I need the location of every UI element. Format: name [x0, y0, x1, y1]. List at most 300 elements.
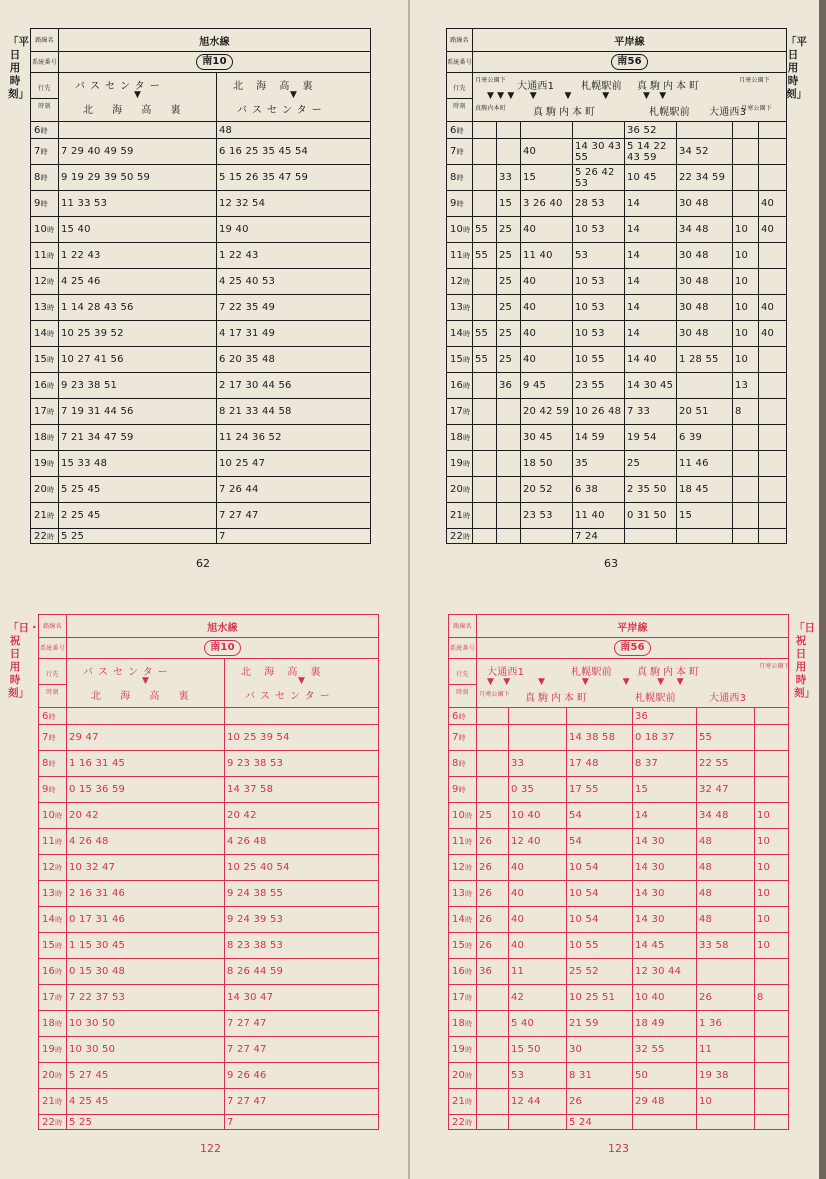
hour-cell: 21時 [447, 503, 473, 529]
table-row [447, 399, 787, 425]
minutes-cell: 1 36 [697, 1011, 755, 1037]
minutes-cell: 25 52 [567, 959, 633, 985]
hour-value: 22 [452, 1116, 466, 1128]
hour-cell: 8時 [31, 165, 59, 191]
hour-value: 20 [34, 484, 48, 495]
minutes-cell [497, 139, 521, 165]
direction-2-destination: バスセンター [245, 691, 335, 702]
direction-1-origin: バスセンター [83, 667, 173, 678]
hour-cell: 20時 [449, 1063, 477, 1089]
table-row [39, 1063, 379, 1089]
hour-cell: 12時 [449, 855, 477, 881]
minutes-cell [497, 425, 521, 451]
minutes-cell: 14 30 [633, 907, 697, 933]
minutes-cell: 20 42 [67, 803, 225, 829]
minutes-cell: 10 27 41 56 [59, 347, 217, 373]
table-row [31, 425, 371, 451]
hour-cell: 10時 [449, 803, 477, 829]
minutes-cell: 33 [497, 165, 521, 191]
hour-value: 20 [450, 484, 464, 495]
minutes-cell: 20 51 [677, 399, 733, 425]
minutes-cell: 7 27 47 [225, 1011, 379, 1037]
minutes-cell [225, 708, 379, 725]
table-row [31, 503, 371, 529]
table-row [449, 1037, 789, 1063]
minutes-cell: 9 19 29 39 50 59 [59, 165, 217, 191]
hour-cell: 11時 [31, 243, 59, 269]
hour-value: 22 [42, 1116, 56, 1128]
table-row [449, 855, 789, 881]
hour-value: 9 [450, 198, 457, 209]
route-name: 平岸線 [473, 29, 787, 52]
hour-cell: 15時 [39, 933, 67, 959]
table-row [449, 803, 789, 829]
hour-cell: 12時 [447, 269, 473, 295]
minutes-cell: 40 [521, 217, 573, 243]
timetable-hiragishi-holiday [448, 614, 789, 1130]
minutes-cell: 10 53 [573, 217, 625, 243]
minutes-cell: 2 25 45 [59, 503, 217, 529]
arrow-down-icon: ▼ ▼ ▼ ▼ ▼ ▼ ▼ [487, 677, 684, 687]
table-row [447, 295, 787, 321]
stop-top-3: 札幌駅前 [581, 81, 622, 92]
arrow-down-icon: ▼ [297, 676, 306, 686]
minutes-cell: 5 26 42 53 [573, 165, 625, 191]
hour-value: 16 [452, 966, 466, 977]
hour-value: 21 [452, 1096, 466, 1107]
minutes-cell: 40 [521, 269, 573, 295]
minutes-cell: 48 [217, 122, 371, 139]
minutes-cell: 8 31 [567, 1063, 633, 1089]
weekday-side-label: 「平日用時刻」 [8, 36, 29, 100]
hour-value: 7 [450, 146, 457, 157]
table-row [449, 933, 789, 959]
minutes-cell: 10 54 [567, 881, 633, 907]
hour-value: 8 [452, 758, 459, 769]
minutes-cell [755, 959, 789, 985]
hour-cell: 14時 [449, 907, 477, 933]
direction-2-origin: 北 海 高 裏 [241, 667, 326, 678]
minutes-cell: 55 [473, 321, 497, 347]
minutes-cell: 29 47 [67, 725, 225, 751]
minutes-cell: 0 17 31 46 [67, 907, 225, 933]
direction-2-header [227, 659, 376, 705]
stop-bottom-2: 真駒内本町 [525, 693, 590, 704]
minutes-cell: 25 [625, 451, 677, 477]
stops-header [473, 73, 786, 119]
minutes-cell: 1 15 30 45 [67, 933, 225, 959]
minutes-cell [567, 708, 633, 725]
minutes-cell [477, 725, 509, 751]
minutes-cell: 50 [633, 1063, 697, 1089]
route-label: 路線名 [31, 29, 59, 52]
minutes-cell [755, 777, 789, 803]
minutes-cell: 15 33 48 [59, 451, 217, 477]
minutes-cell: 7 19 31 44 56 [59, 399, 217, 425]
minutes-cell: 8 [733, 399, 759, 425]
minutes-cell [733, 503, 759, 529]
minutes-cell [733, 425, 759, 451]
stop-bottom-4: 大通西3 [709, 107, 747, 118]
minutes-cell [677, 122, 733, 139]
minutes-cell [733, 191, 759, 217]
minutes-cell: 14 [625, 269, 677, 295]
minutes-cell [677, 373, 733, 399]
minutes-cell: 40 [759, 217, 787, 243]
minutes-cell [573, 122, 625, 139]
minutes-cell: 26 [477, 907, 509, 933]
stop-bottom-1: 真駒内本町 [475, 105, 507, 112]
minutes-cell: 30 48 [677, 243, 733, 269]
table-row [449, 881, 789, 907]
minutes-cell [759, 477, 787, 503]
minutes-cell: 10 53 [573, 269, 625, 295]
table-row [449, 708, 789, 725]
hour-value: 13 [34, 302, 48, 313]
minutes-cell: 36 52 [625, 122, 677, 139]
minutes-cell: 23 53 [521, 503, 573, 529]
minutes-cell: 7 21 34 47 59 [59, 425, 217, 451]
minutes-cell: 26 [477, 855, 509, 881]
minutes-cell [733, 122, 759, 139]
stop-bottom-3: 札幌駅前 [649, 107, 690, 118]
table-row [39, 829, 379, 855]
hour-value: 15 [34, 354, 48, 365]
hour-cell: 15時 [449, 933, 477, 959]
minutes-cell: 10 [733, 269, 759, 295]
hour-cell: 18時 [447, 425, 473, 451]
direction-2-header [219, 73, 368, 119]
direction-2-origin: 北 海 高 裏 [233, 81, 318, 92]
minutes-cell: 10 32 47 [67, 855, 225, 881]
minutes-cell: 34 52 [677, 139, 733, 165]
minutes-cell [477, 777, 509, 803]
hour-cell: 21時 [449, 1089, 477, 1115]
minutes-cell [477, 1089, 509, 1115]
minutes-cell [733, 139, 759, 165]
hour-cell: 17時 [31, 399, 59, 425]
minutes-cell: 5 27 45 [67, 1063, 225, 1089]
table-row [447, 122, 787, 139]
hour-cell: 6時 [31, 122, 59, 139]
table-row [31, 451, 371, 477]
hour-value: 20 [452, 1070, 466, 1081]
time-label: 時刻 [39, 684, 66, 696]
timetable-asahimizu-weekday [30, 28, 371, 544]
minutes-cell: 11 46 [677, 451, 733, 477]
minutes-cell: 6 20 35 48 [217, 347, 371, 373]
minutes-cell: 5 25 45 [59, 477, 217, 503]
minutes-cell: 22 34 59 [677, 165, 733, 191]
minutes-cell: 34 48 [677, 217, 733, 243]
hour-value: 11 [42, 836, 56, 847]
hour-value: 11 [34, 250, 48, 261]
minutes-cell: 11 40 [521, 243, 573, 269]
system-number-badge: 南56 [614, 640, 651, 656]
hour-cell: 16時 [449, 959, 477, 985]
minutes-cell: 10 [755, 881, 789, 907]
hour-cell: 6時 [447, 122, 473, 139]
minutes-cell: 18 45 [677, 477, 733, 503]
minutes-cell: 40 [759, 321, 787, 347]
minutes-cell [625, 529, 677, 544]
hour-cell: 14時 [447, 321, 473, 347]
hour-cell: 8時 [39, 751, 67, 777]
minutes-cell: 10 25 51 [567, 985, 633, 1011]
direction-1-header [69, 659, 222, 705]
minutes-cell: 14 30 [633, 881, 697, 907]
minutes-cell: 2 16 31 46 [67, 881, 225, 907]
minutes-cell: 18 50 [521, 451, 573, 477]
hour-value: 22 [34, 530, 48, 542]
minutes-cell [477, 708, 509, 725]
hour-cell: 19時 [39, 1037, 67, 1063]
system-number-badge: 南56 [611, 54, 648, 70]
minutes-cell: 5 25 [67, 1115, 225, 1130]
minutes-cell [759, 269, 787, 295]
minutes-cell: 26 [567, 1089, 633, 1115]
table-row [31, 139, 371, 165]
timetable-rows [39, 708, 379, 1130]
hour-cell: 8時 [449, 751, 477, 777]
table-row [449, 959, 789, 985]
hour-value: 12 [452, 862, 466, 873]
hour-cell: 13時 [447, 295, 473, 321]
minutes-cell: 9 23 38 53 [225, 751, 379, 777]
minutes-cell [497, 503, 521, 529]
minutes-cell: 18 49 [633, 1011, 697, 1037]
minutes-cell: 5 14 22 43 59 [625, 139, 677, 165]
minutes-cell: 17 55 [567, 777, 633, 803]
minutes-cell [759, 425, 787, 451]
hour-cell: 7時 [447, 139, 473, 165]
minutes-cell: 32 55 [633, 1037, 697, 1063]
minutes-cell [755, 708, 789, 725]
route-label: 路線名 [39, 615, 67, 638]
minutes-cell: 9 26 46 [225, 1063, 379, 1089]
hour-cell: 20時 [31, 477, 59, 503]
minutes-cell: 5 40 [509, 1011, 567, 1037]
minutes-cell: 9 24 39 53 [225, 907, 379, 933]
page-number: 63 [604, 557, 618, 570]
minutes-cell [473, 191, 497, 217]
table-row [39, 751, 379, 777]
hour-value: 19 [452, 1044, 466, 1055]
direction-2-destination: バスセンター [237, 105, 327, 116]
minutes-cell [473, 477, 497, 503]
hour-value: 19 [42, 1044, 56, 1055]
hour-cell: 13時 [449, 881, 477, 907]
minutes-cell: 7 24 [573, 529, 625, 544]
hour-cell: 19時 [447, 451, 473, 477]
stop-top-1: 大通西1 [487, 667, 525, 678]
hour-cell: 7時 [39, 725, 67, 751]
hour-value: 7 [452, 732, 459, 743]
minutes-cell: 48 [697, 881, 755, 907]
hour-value: 21 [34, 510, 48, 521]
table-row [31, 321, 371, 347]
minutes-cell: 7 27 47 [217, 503, 371, 529]
minutes-cell: 30 48 [677, 295, 733, 321]
minutes-cell: 40 [509, 933, 567, 959]
minutes-cell: 40 [759, 191, 787, 217]
minutes-cell: 30 48 [677, 191, 733, 217]
minutes-cell [733, 165, 759, 191]
hour-value: 13 [452, 888, 466, 899]
minutes-cell: 55 [473, 217, 497, 243]
timetable-hiragishi-weekday [446, 28, 787, 544]
minutes-cell: 15 40 [59, 217, 217, 243]
page-number: 62 [196, 557, 210, 570]
timetable-rows [449, 708, 789, 1130]
minutes-cell: 40 [759, 295, 787, 321]
hour-value: 17 [42, 992, 56, 1003]
minutes-cell: 11 33 53 [59, 191, 217, 217]
stop-bottom-5: 月寒公園下 [741, 105, 773, 112]
minutes-cell [633, 1115, 697, 1130]
hour-cell: 9時 [447, 191, 473, 217]
minutes-cell [697, 1115, 755, 1130]
minutes-cell: 17 48 [567, 751, 633, 777]
minutes-cell: 7 [217, 529, 371, 544]
table-row [39, 907, 379, 933]
minutes-cell: 7 29 40 49 59 [59, 139, 217, 165]
system-label: 系統番号 [31, 52, 59, 73]
minutes-cell: 7 27 47 [225, 1037, 379, 1063]
minutes-cell: 10 30 50 [67, 1037, 225, 1063]
hour-cell: 20時 [447, 477, 473, 503]
table-row [447, 425, 787, 451]
minutes-cell [521, 529, 573, 544]
hour-cell: 12時 [31, 269, 59, 295]
hour-value: 10 [42, 810, 56, 821]
arrow-down-icon: ▼ ▼ ▼ ▼ ▼ ▼ ▼ ▼ [487, 91, 667, 101]
hour-cell: 9時 [449, 777, 477, 803]
minutes-cell: 10 25 40 54 [225, 855, 379, 881]
table-row [447, 373, 787, 399]
hour-value: 11 [450, 250, 464, 261]
table-row [447, 347, 787, 373]
minutes-cell: 32 47 [697, 777, 755, 803]
minutes-cell [733, 529, 759, 544]
minutes-cell: 30 48 [677, 321, 733, 347]
table-row [39, 708, 379, 725]
minutes-cell: 10 25 39 52 [59, 321, 217, 347]
hour-cell: 15時 [31, 347, 59, 373]
hour-value: 6 [34, 124, 41, 136]
minutes-cell [473, 399, 497, 425]
arrow-down-icon: ▼ [133, 90, 142, 100]
minutes-cell: 20 52 [521, 477, 573, 503]
hour-value: 18 [450, 432, 464, 443]
minutes-cell: 10 54 [567, 855, 633, 881]
table-row [449, 985, 789, 1011]
minutes-cell: 7 33 [625, 399, 677, 425]
hour-value: 8 [34, 172, 41, 183]
direction-1-destination: 北 海 高 裏 [83, 105, 189, 116]
minutes-cell [473, 269, 497, 295]
minutes-cell: 4 25 46 [59, 269, 217, 295]
minutes-cell [473, 122, 497, 139]
minutes-cell [497, 451, 521, 477]
table-row [39, 1037, 379, 1063]
hour-value: 6 [452, 710, 459, 722]
table-row [39, 959, 379, 985]
minutes-cell [497, 122, 521, 139]
page-122-holiday-asahimizu [0, 590, 408, 1179]
page-62-weekday-asahimizu [0, 0, 408, 590]
minutes-cell [497, 399, 521, 425]
table-row [31, 399, 371, 425]
minutes-cell: 8 37 [633, 751, 697, 777]
minutes-cell: 10 [733, 347, 759, 373]
minutes-cell [473, 139, 497, 165]
hour-cell: 9時 [31, 191, 59, 217]
minutes-cell [759, 451, 787, 477]
minutes-cell: 40 [521, 139, 573, 165]
hour-cell: 16時 [39, 959, 67, 985]
hour-value: 6 [450, 124, 457, 136]
minutes-cell: 26 [697, 985, 755, 1011]
minutes-cell: 36 [477, 959, 509, 985]
destination-label: 行先 [453, 84, 466, 92]
table-row [31, 295, 371, 321]
minutes-cell: 15 [497, 191, 521, 217]
minutes-cell: 48 [697, 907, 755, 933]
minutes-cell: 15 [521, 165, 573, 191]
minutes-cell: 11 24 36 52 [217, 425, 371, 451]
minutes-cell [509, 725, 567, 751]
weekday-side-label: 「平日用時刻」 [786, 36, 807, 100]
direction-1-header [61, 73, 214, 119]
route-name: 平岸線 [477, 615, 789, 638]
direction-1-origin: バスセンター [75, 81, 165, 92]
minutes-cell [477, 985, 509, 1011]
minutes-cell: 19 40 [217, 217, 371, 243]
minutes-cell [755, 1037, 789, 1063]
minutes-cell: 14 [625, 191, 677, 217]
minutes-cell [473, 373, 497, 399]
table-row [31, 477, 371, 503]
hour-value: 15 [450, 354, 464, 365]
timetable-rows [447, 122, 787, 544]
minutes-cell: 29 48 [633, 1089, 697, 1115]
minutes-cell: 10 45 [625, 165, 677, 191]
minutes-cell: 7 22 35 49 [217, 295, 371, 321]
hour-value: 21 [450, 510, 464, 521]
minutes-cell: 10 40 [633, 985, 697, 1011]
minutes-cell [521, 122, 573, 139]
hour-cell: 21時 [31, 503, 59, 529]
minutes-cell: 54 [567, 803, 633, 829]
hour-cell: 22時 [31, 529, 59, 544]
table-row [447, 243, 787, 269]
minutes-cell: 0 31 50 [625, 503, 677, 529]
minutes-cell: 10 [755, 933, 789, 959]
minutes-cell: 40 [521, 347, 573, 373]
page-123-holiday-hiragishi [410, 590, 826, 1179]
hour-cell: 6時 [449, 708, 477, 725]
minutes-cell: 1 22 43 [59, 243, 217, 269]
minutes-cell: 53 [573, 243, 625, 269]
minutes-cell: 4 25 45 [67, 1089, 225, 1115]
minutes-cell [697, 959, 755, 985]
table-row [39, 1011, 379, 1037]
hour-value: 12 [42, 862, 56, 873]
minutes-cell [477, 1115, 509, 1130]
table-row [449, 1115, 789, 1130]
table-row [449, 777, 789, 803]
